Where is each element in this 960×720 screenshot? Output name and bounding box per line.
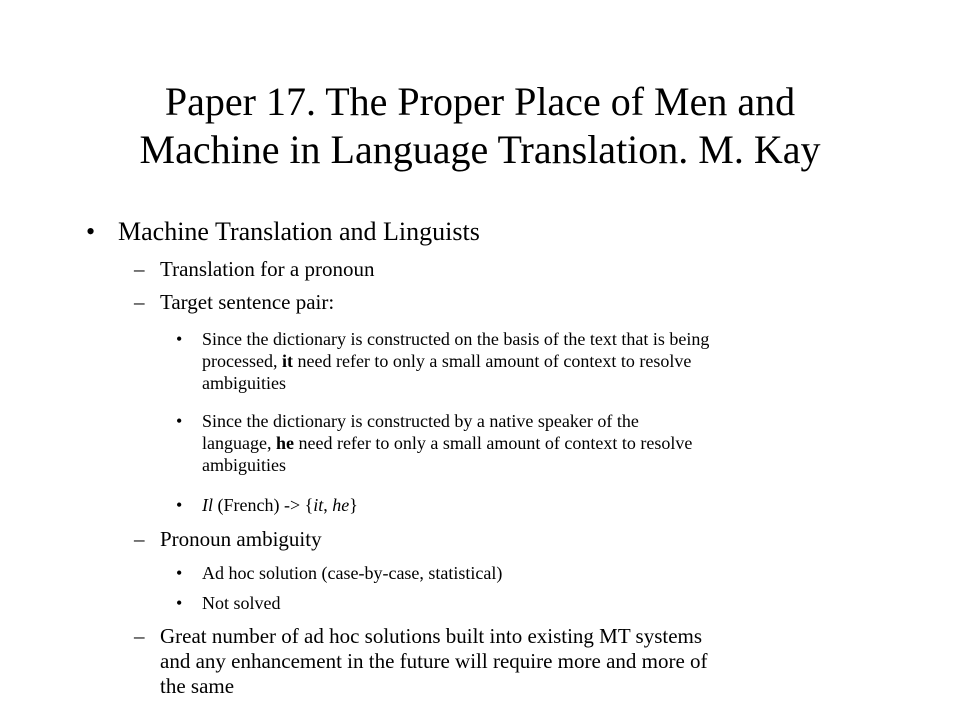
bullet-marker: • <box>176 593 183 613</box>
ad-hoc-line-1: Great number of ad hoc solutions built into existing MT systems <box>160 624 703 648</box>
slide-title <box>60 78 900 174</box>
sentence-it-line-3: ambiguities <box>202 373 286 393</box>
ad-hoc-line-2: and any enhancement in the future will require more and more of <box>160 649 708 673</box>
sentence-it <box>202 328 709 394</box>
pronoun-he: he <box>275 433 294 453</box>
pronoun-it: it <box>281 351 293 371</box>
sub-item-translation-pronoun: Translation for a pronoun <box>160 257 375 281</box>
word-he: he <box>332 495 350 515</box>
sentence-it-line-2 <box>202 350 709 372</box>
bullet-marker: • <box>176 563 183 583</box>
dash-marker: – <box>134 257 145 281</box>
sentence-he <box>202 410 692 476</box>
list-item: Ad hoc solution (case-by-case, statistical) <box>202 563 503 583</box>
sub-item-pronoun-ambiguity: Pronoun ambiguity <box>160 527 322 551</box>
text-segment: need refer to only a small amount of context to resolve <box>292 351 692 371</box>
bullet-marker: • <box>176 329 183 349</box>
bullet-marker: • <box>176 495 183 515</box>
dash-marker: – <box>134 624 145 648</box>
text-segment: } <box>349 495 358 515</box>
sub-item-ad-hoc-solutions <box>160 624 708 699</box>
text-segment: processed, <box>202 351 282 371</box>
dash-marker: – <box>134 290 145 314</box>
text-segment: need refer to only a small amount of context to resolve <box>293 433 693 453</box>
text-segment: (French) -> { <box>213 495 314 515</box>
list-item: Not solved <box>202 593 281 613</box>
il-french-mapping <box>202 494 358 516</box>
bullet-marker: • <box>86 217 96 246</box>
title-line-2: Machine in Language Translation. M. Kay <box>139 127 821 172</box>
word-il: Il <box>202 495 213 515</box>
sub-item-target-sentence-pair: Target sentence pair: <box>160 290 335 314</box>
text-segment: language, <box>202 433 276 453</box>
bullet-machine-translation-linguists: Machine Translation and Linguists <box>118 217 480 246</box>
sentence-he-line-3: ambiguities <box>202 455 286 475</box>
title-line-1: Paper 17. The Proper Place of Men and <box>164 79 796 124</box>
sentence-he-line-1: Since the dictionary is constructed by a native speaker of the <box>202 411 639 431</box>
dash-marker: – <box>134 527 145 551</box>
text-segment: , <box>323 495 333 515</box>
bullet-marker: • <box>176 411 183 431</box>
ad-hoc-line-3: the same <box>160 674 235 698</box>
word-it: it <box>313 495 324 515</box>
sentence-he-line-2 <box>202 432 692 454</box>
sentence-it-line-1: Since the dictionary is constructed on the basis of the text that is being <box>202 329 710 349</box>
